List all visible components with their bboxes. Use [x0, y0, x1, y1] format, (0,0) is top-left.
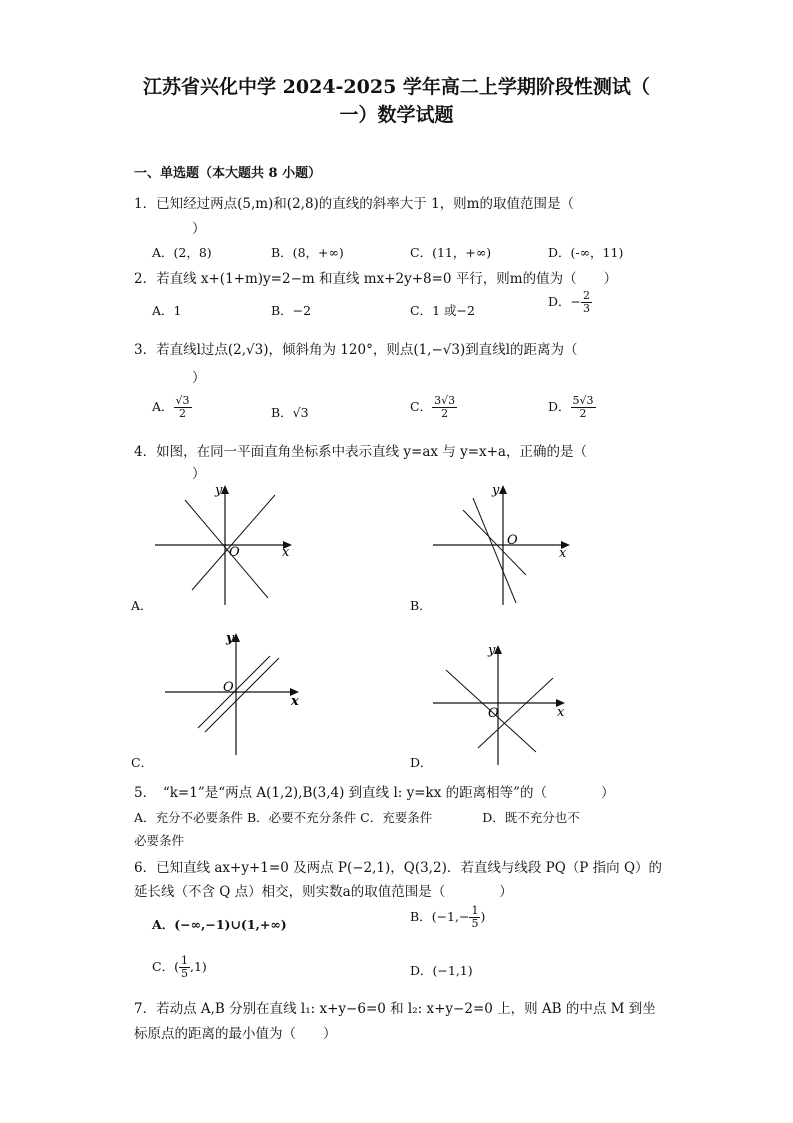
q6-option-c-post: ,1) — [189, 959, 207, 974]
q6-option-b-numerator: 1 — [471, 904, 479, 917]
q4-option-d: D． — [410, 755, 433, 770]
q3-option-a-fraction — [174, 395, 192, 420]
q6-option-b-denominator: 5 — [471, 917, 479, 930]
q2-option-d — [548, 290, 592, 315]
q6-option-d: D．(−1,1) — [410, 963, 473, 978]
q3-option-d-fraction — [571, 395, 596, 420]
q6-option-b-post: ) — [480, 909, 486, 924]
question-7-text: 7．若动点 A,B 分别在直线 l₁: x+y−6=0 和 l₂: x+y−2=0 上，则 AB 的中点 M 到坐 — [134, 1001, 656, 1017]
graph-b-x-label: x — [559, 546, 567, 561]
q3-option-a — [152, 395, 192, 420]
q3-option-c-fraction — [432, 395, 457, 420]
graph-c-y-label: y — [226, 631, 234, 646]
q2-option-a: A．1 — [152, 303, 182, 318]
q6-option-c-fraction — [179, 955, 190, 980]
q2-option-d-fraction — [581, 290, 592, 315]
q4-graph-a — [150, 480, 300, 610]
question-4-text-cont: ） — [192, 466, 206, 482]
graph-a-x-label: x — [282, 545, 290, 560]
question-6-text: 6．已知直线 ax+y+1=0 及两点 P(−2,1)，Q(3,2)．若直线与线段 PQ（P 指向 Q）的 — [134, 860, 663, 876]
q3-option-a-denominator: 2 — [179, 407, 187, 420]
q4-option-a: A． — [131, 598, 153, 613]
q3-option-c — [410, 395, 457, 420]
q2-option-c: C．1 或−2 — [410, 303, 475, 318]
q6-option-b — [410, 905, 485, 930]
q6-option-b-fraction — [469, 905, 480, 930]
q3-option-d — [548, 395, 596, 420]
q6-option-a: A．(−∞,−1)∪(1,+∞) — [152, 917, 287, 932]
question-6-text-cont: 延长线（不含 Q 点）相交，则实数a的取值范围是（ ） — [134, 884, 513, 900]
graph-c-origin-label: O — [223, 680, 234, 695]
q3-option-a-numerator: √3 — [175, 394, 190, 407]
question-5-text: 5． “k=1”是“两点 A(1,2),B(3,4) 到直线 l: y=kx 的距离相等”的（ ） — [134, 785, 615, 801]
q1-option-c: C．(11，+∞) — [410, 245, 492, 260]
question-4-text: 4．如图，在同一平面直角坐标系中表示直线 y=ax 与 y=x+a，正确的是（ — [134, 444, 587, 460]
q3-option-b: B．√3 — [271, 405, 309, 420]
q4-graph-d — [428, 640, 578, 770]
q2-option-b: B．−2 — [271, 303, 312, 318]
graph-d-origin-label: O — [488, 706, 499, 721]
page-title-line1: 江苏省兴化中学 2024-2025 学年高二上学期阶段性测试（ — [143, 76, 650, 98]
q1-option-a: A．(2，8) — [152, 245, 212, 260]
q4-graph-b — [428, 480, 578, 610]
graph-c-x-label: x — [291, 694, 299, 709]
graph-a-line-2 — [192, 495, 275, 590]
graph-a-y-label: y — [215, 483, 223, 498]
graph-a-origin-label: O — [229, 545, 240, 560]
q3-option-a-label: A． — [152, 399, 174, 414]
q4-graph-c — [160, 628, 310, 758]
section-heading: 一、单选题（本大题共 8 小题） — [134, 166, 322, 181]
q6-option-c-label: C． — [152, 959, 175, 974]
graph-c-line-2 — [205, 658, 279, 732]
q6-option-c-pre: ( — [174, 959, 179, 974]
question-3-text: 3．若直线l过点(2,√3)，倾斜角为 120°，则点(1,−√3)到直线l的距离为（ — [134, 342, 578, 358]
q6-option-c-denominator: 5 — [180, 967, 188, 980]
q3-option-d-numerator: 5√3 — [572, 394, 594, 407]
q6-option-b-pre: (−1,− — [431, 909, 470, 924]
question-5-options: A．充分不必要条件 B．必要不充分条件 C．充要条件 D．既不充分也不 — [134, 810, 580, 825]
q3-option-c-label: C． — [410, 399, 433, 414]
q2-option-d-prefix: D．− — [548, 294, 581, 309]
q4-option-c: C． — [131, 755, 154, 770]
q3-option-d-label: D． — [548, 399, 571, 414]
graph-d-x-label: x — [557, 705, 565, 720]
question-1-text-cont: ） — [192, 221, 206, 237]
question-1-text: 1．已知经过两点(5,m)和(2,8)的直线的斜率大于 1，则m的取值范围是（ — [134, 196, 574, 212]
q2-option-d-numerator: 2 — [583, 289, 590, 302]
page-title-line2: 一）数学试题 — [339, 104, 454, 126]
q6-option-b-label: B． — [410, 909, 432, 924]
question-7-text-cont: 标原点的距离的最小值为（ ） — [134, 1026, 337, 1042]
q3-option-c-denominator: 2 — [441, 407, 449, 420]
question-2-text: 2．若直线 x+(1+m)y=2−m 和直线 mx+2y+8=0 平行，则m的值为（ ） — [134, 271, 618, 287]
question-5-options-cont: 必要条件 — [134, 833, 185, 848]
graph-d-y-label: y — [488, 643, 496, 658]
q4-option-b: B． — [410, 598, 432, 613]
q1-option-b: B．(8，+∞) — [271, 245, 344, 260]
graph-b-y-arrow-icon — [499, 485, 507, 494]
question-3-text-cont: ） — [192, 370, 206, 386]
q2-option-d-denominator: 3 — [583, 302, 590, 315]
graph-b-y-label: y — [492, 483, 500, 498]
q6-option-c-numerator: 1 — [180, 954, 188, 967]
q3-option-d-denominator: 2 — [579, 407, 587, 420]
q3-option-c-numerator: 3√3 — [434, 394, 456, 407]
q6-option-c — [152, 955, 207, 980]
q1-option-d: D．(-∞，11) — [548, 245, 624, 260]
graph-b-origin-label: O — [507, 533, 518, 548]
graph-b-line-1 — [473, 498, 516, 603]
